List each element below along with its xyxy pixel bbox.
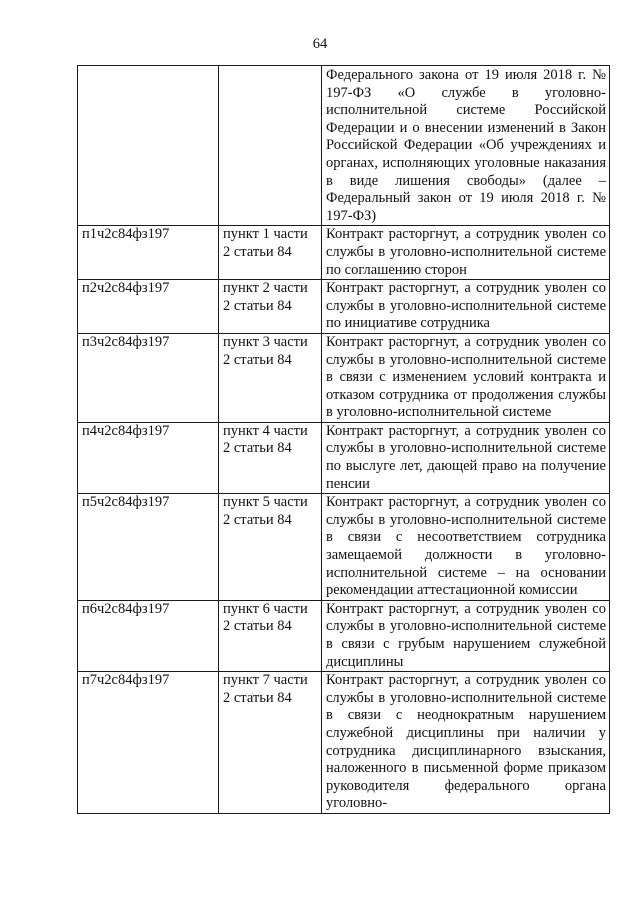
article-part-cell	[219, 66, 322, 226]
code-cell: п4ч2с84фз197	[78, 422, 219, 493]
code-cell: п3ч2с84фз197	[78, 333, 219, 422]
article-part-cell: пункт 6 части 2 статьи 84	[219, 600, 322, 671]
table-row	[78, 672, 610, 814]
article-part-cell: пункт 7 части 2 статьи 84	[219, 672, 322, 814]
dismissal-codes-table	[77, 65, 610, 814]
description-cell: Контракт расторгнут, а сотрудник уволен со службы в уголовно-исполнительной системе в связи с грубым нарушением служебной дисциплины	[322, 600, 610, 671]
code-cell: п6ч2с84фз197	[78, 600, 219, 671]
code-cell: п7ч2с84фз197	[78, 672, 219, 814]
table-row	[78, 226, 610, 280]
article-part-cell: пункт 5 части 2 статьи 84	[219, 494, 322, 601]
table-row	[78, 333, 610, 422]
article-part-cell: пункт 1 части 2 статьи 84	[219, 226, 322, 280]
table-row	[78, 494, 610, 601]
description-cell: Контракт расторгнут, а сотрудник уволен со службы в уголовно-исполнительной системе в связи с изменением условий контракта и отказом сотрудника от продолжения службы в уголовно-исполнительной системе	[322, 333, 610, 422]
table-row	[78, 422, 610, 493]
table-row	[78, 600, 610, 671]
article-part-cell: пункт 4 части 2 статьи 84	[219, 422, 322, 493]
description-cell: Контракт расторгнут, а сотрудник уволен со службы в уголовно-исполнительной системе по выслуге лет, дающей право на получение пенсии	[322, 422, 610, 493]
table-row-continuation	[78, 66, 610, 226]
table-row	[78, 280, 610, 334]
code-cell: п2ч2с84фз197	[78, 280, 219, 334]
code-cell: п1ч2с84фз197	[78, 226, 219, 280]
code-cell: п5ч2с84фз197	[78, 494, 219, 601]
code-cell	[78, 66, 219, 226]
description-cell: Контракт расторгнут, а сотрудник уволен со службы в уголовно-исполнительной системе в связи с несоответствием сотрудника замещаемой должности в уголовно-исполнительной системе – на основании рекомендации аттестационной комиссии	[322, 494, 610, 601]
article-part-cell: пункт 3 части 2 статьи 84	[219, 333, 322, 422]
description-cell: Контракт расторгнут, а сотрудник уволен со службы в уголовно-исполнительной системе по инициативе сотрудника	[322, 280, 610, 334]
description-cell: Контракт расторгнут, а сотрудник уволен со службы в уголовно-исполнительной системе в связи с неоднократным нарушением служебной дисциплины при наличии у сотрудника дисциплинарного взыскания, наложенного в письменной форме приказом руководителя федерального органа уголовно-	[322, 672, 610, 814]
page-number: 64	[312, 36, 328, 52]
description-cell: Контракт расторгнут, а сотрудник уволен со службы в уголовно-исполнительной системе по соглашению сторон	[322, 226, 610, 280]
description-cell: Федерального закона от 19 июля 2018 г. № 197-ФЗ «О службе в уголовно-исполнительной системе Российской Федерации и о внесении изменений в Закон Российской Федерации «Об учреждениях и органах, исполняющих уголовные наказания в виде лишения свободы» (далее – Федеральный закон от 19 июля 2018 г. № 197-ФЗ)	[322, 66, 610, 226]
article-part-cell: пункт 2 части 2 статьи 84	[219, 280, 322, 334]
